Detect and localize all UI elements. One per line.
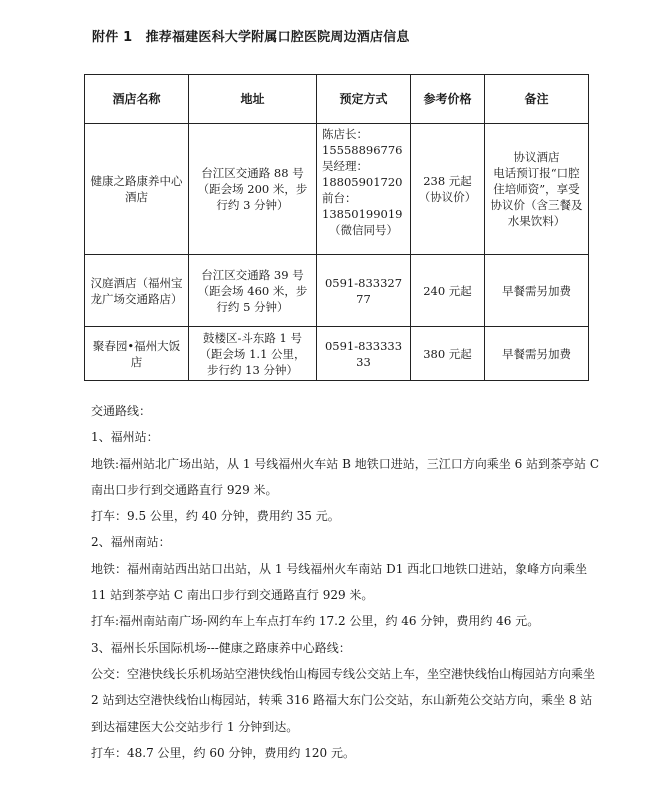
- table-row: [85, 124, 589, 255]
- contact-phone: 15558896776: [322, 143, 403, 157]
- table-header-row: [85, 75, 589, 124]
- address-cell: [189, 255, 317, 327]
- address-line: 鼓楼区-斗东路 1 号: [202, 330, 302, 345]
- note-cell: [485, 255, 589, 327]
- contact-phone: 0591-83333333: [324, 338, 403, 369]
- address-line: 台江区交通路 39 号: [201, 267, 304, 282]
- address-distance: （距会场 1.1 公里，步行约 13 分钟）: [199, 346, 306, 377]
- note-cell: [485, 124, 589, 255]
- routes-heading: 交通路线：: [91, 404, 152, 418]
- transport-routes: [91, 398, 601, 766]
- contact-label: 前台：: [322, 191, 357, 205]
- hotel-name-cell: 聚春园•福州大饭店: [85, 327, 189, 381]
- header-booking: 预定方式: [317, 75, 411, 124]
- price-cell: [411, 255, 485, 327]
- note-line: 协议酒店: [513, 150, 560, 164]
- route-line: 地铁：福州南站西出站口出站，从 1 号线福州火车南站 D1 西北口地铁口进站，象峰方向乘坐 11 站到茶亭站 C 南出口步行到交通路直行 929 米。: [91, 561, 588, 603]
- route-line: 打车:福州南站南广场-网约车上车点打车约 17.2 公里，约 46 分钟，费用约 46 元。: [91, 614, 540, 629]
- header-price: 参考价格: [411, 75, 485, 124]
- note-line: 早餐需另加费: [502, 346, 571, 361]
- page-title: 附件 1 推荐福建医科大学附属口腔医院周边酒店信息: [92, 30, 410, 45]
- route-line: 打车：48.7 公里，约 60 分钟，费用约 120 元。: [91, 745, 355, 760]
- contact-phone: 18805901720: [322, 175, 403, 189]
- price-value: 380 元起: [423, 346, 472, 361]
- table-row: [85, 255, 589, 327]
- route-heading-fuzhou-south: 2、福州南站：: [91, 535, 171, 550]
- note-cell: [485, 327, 589, 381]
- route-line: 打车：9.5 公里，约 40 分钟，费用约 35 元。: [91, 509, 340, 524]
- header-hotel-name: 酒店名称: [85, 75, 189, 124]
- route-line: 地铁:福州站北广场出站，从 1 号线福州火车站 B 地铁口进站，三江口方向乘坐 6 站到茶亭站 C 南出口步行到交通路直行 929 米。: [91, 456, 600, 497]
- price-value: 238 元起: [423, 174, 472, 188]
- booking-cell: [317, 327, 411, 381]
- address-cell: [189, 124, 317, 255]
- header-note: 备注: [485, 75, 589, 124]
- contact-label: 吴经理：: [322, 159, 368, 173]
- price-value: 240 元起: [423, 283, 472, 298]
- contact-phone: 0591-83332777: [324, 275, 403, 306]
- note-line: 早餐需另加费: [502, 283, 571, 298]
- price-cell: [411, 124, 485, 255]
- price-cell: [411, 327, 485, 381]
- hotel-info-table: [84, 74, 589, 381]
- table-row: [85, 327, 589, 381]
- booking-cell: [317, 255, 411, 327]
- address-line: 台江区交通路 88 号: [201, 166, 304, 180]
- route-heading-fuzhou-station: 1、福州站：: [91, 430, 159, 445]
- note-line: 电话预订报“口腔住培师资”，享受协议价（含三餐及水果饮料）: [490, 166, 583, 228]
- hotel-name-cell: 健康之路康养中心酒店: [85, 124, 189, 255]
- address-distance: （距会场 460 米，步行约 5 分钟）: [197, 283, 308, 314]
- contact-note: （微信同号）: [329, 223, 398, 237]
- price-note: （协议价）: [418, 190, 477, 204]
- route-line: 公交：空港快线长乐机场站空港快线怡山梅园专线公交站上车，坐空港快线怡山梅园站方向乘坐 2 站到达空港快线怡山梅园站，转乘 316 路福大东门公交站，东山新苑公交站方向，乘坐 8 站到达福建医大公交站步行 1 分钟到达。: [91, 666, 596, 734]
- address-distance: （距会场 200 米，步行约 3 分钟）: [197, 182, 308, 212]
- booking-cell: [317, 124, 411, 255]
- contact-phone: 13850199019: [322, 207, 403, 221]
- contact-label: 陈店长：: [322, 127, 368, 141]
- hotel-name-cell: 汉庭酒店（福州宝龙广场交通路店）: [85, 255, 189, 327]
- address-cell: [189, 327, 317, 381]
- route-heading-airport: 3、福州长乐国际机场---健康之路康养中心路线：: [91, 640, 351, 655]
- header-address: 地址: [189, 75, 317, 124]
